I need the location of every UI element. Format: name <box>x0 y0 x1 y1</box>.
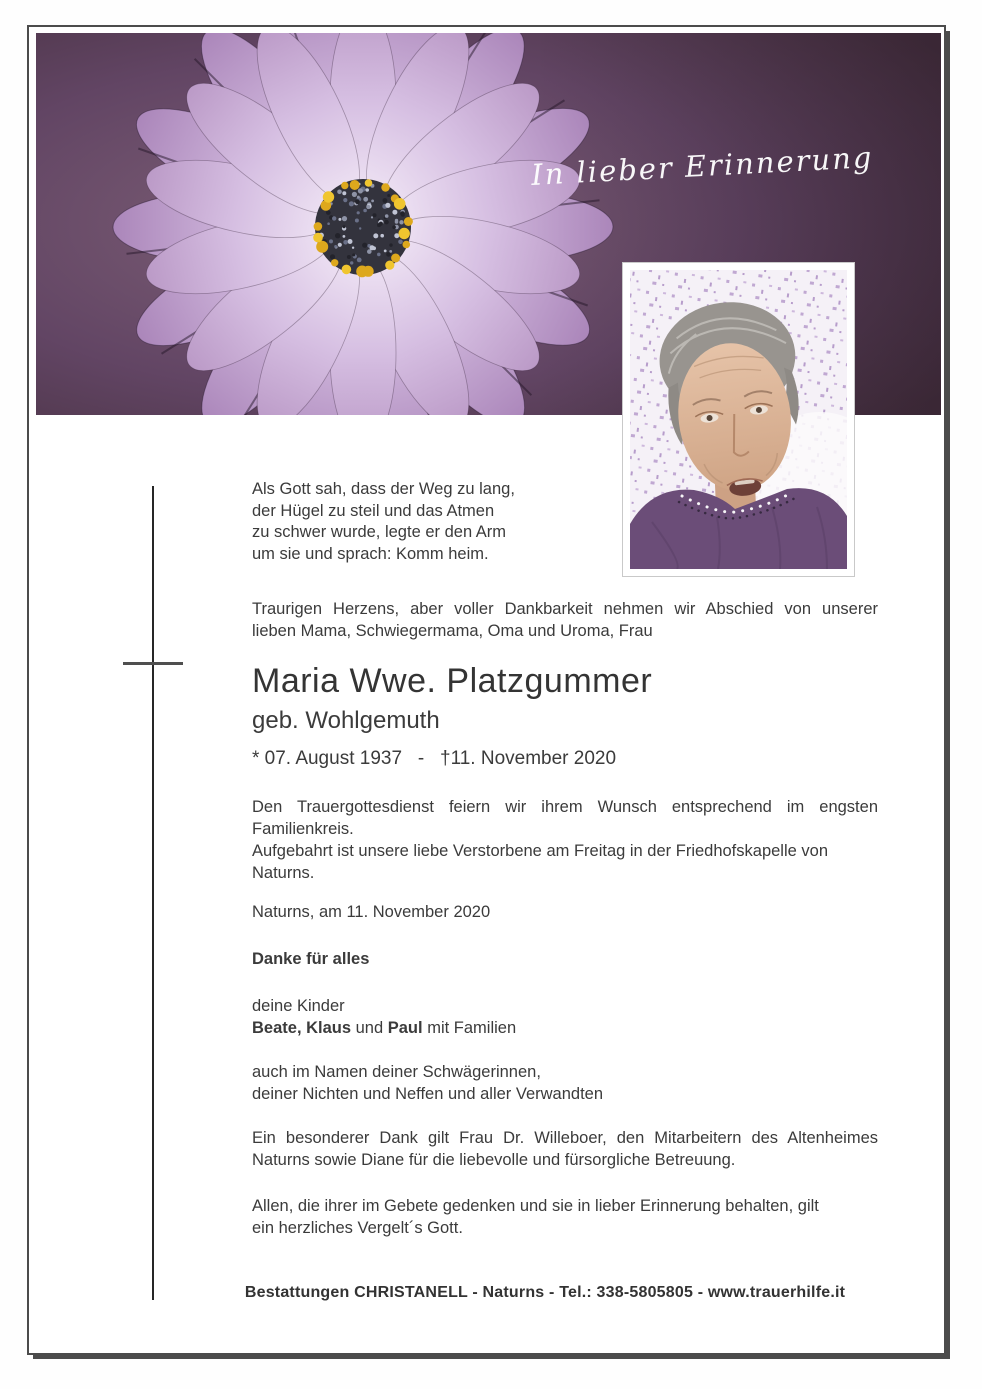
funeral-announcement <box>252 796 878 884</box>
closing-blessing <box>252 1195 878 1239</box>
cross-horizontal-bar <box>123 662 183 665</box>
announcement-line: Den Trauergottesdienst feiern wir ihrem Wunsch entsprechend im engsten <box>252 798 878 816</box>
thanks-headline: Danke für alles <box>252 950 370 968</box>
life-dates: * 07. August 1937 - †11. November 2020 <box>252 748 617 769</box>
place-date-line: Naturns, am 11. November 2020 <box>252 903 491 921</box>
memorial-inscription: In lieber Erinnerung <box>529 140 874 192</box>
poem-line: um sie und sprach: Komm heim. <box>252 544 489 563</box>
poem-line: der Hügel zu steil und das Atmen <box>252 501 495 520</box>
intro-text <box>252 598 878 642</box>
children-block <box>252 995 878 1039</box>
special-thanks <box>252 1127 878 1171</box>
announcement-line: Familienkreis. <box>252 820 354 838</box>
children-names-text: mit Familien <box>422 1019 517 1037</box>
closing-line: ein herzliches Vergelt´s Gott. <box>252 1219 463 1237</box>
special-thanks-line: Ein besonderer Dank gilt Frau Dr. Willeboer, den Mitarbeitern des Altenheimes <box>252 1129 878 1147</box>
relatives-line: auch im Namen deiner Schwägerinnen, <box>252 1063 541 1081</box>
intro-line: lieben Mama, Schwiegermama, Oma und Uroma, Frau <box>252 622 653 640</box>
children-names <box>252 1017 878 1039</box>
cross-vertical-bar <box>152 486 154 1300</box>
funeral-home-footer: Bestattungen CHRISTANELL - Naturns - Tel.: 338-5805805 - www.trauerhilfe.it <box>244 1284 846 1301</box>
poem <box>252 479 878 565</box>
poem-line: Als Gott sah, dass der Weg zu lang, <box>252 480 515 498</box>
children-names-bold: Beate, Klaus <box>252 1019 352 1037</box>
children-names-text: und <box>351 1019 388 1037</box>
birth-name: geb. Wohlgemuth <box>252 707 440 734</box>
special-thanks-line: Naturns sowie Diane für die liebevolle und fürsorgliche Betreuung. <box>252 1151 736 1169</box>
poem-line: zu schwer wurde, legte er den Arm <box>252 523 507 541</box>
relatives-line: deiner Nichten und Neffen und aller Verwandten <box>252 1085 604 1103</box>
closing-line: Allen, die ihrer im Gebete gedenken und sie in lieber Erinnerung behalten, gilt <box>252 1197 819 1215</box>
deceased-name: Maria Wwe. Platzgummer <box>252 662 653 700</box>
announcement-line: Naturns. <box>252 864 315 882</box>
children-intro: deine Kinder <box>252 997 345 1015</box>
relatives-block <box>252 1061 878 1105</box>
children-names-bold: Paul <box>387 1019 423 1037</box>
intro-line: Traurigen Herzens, aber voller Dankbarkeit nehmen wir Abschied von unserer <box>252 600 878 618</box>
announcement-line: Aufgebahrt ist unsere liebe Verstorbene am Freitag in der Friedhofskapelle von <box>252 842 828 860</box>
